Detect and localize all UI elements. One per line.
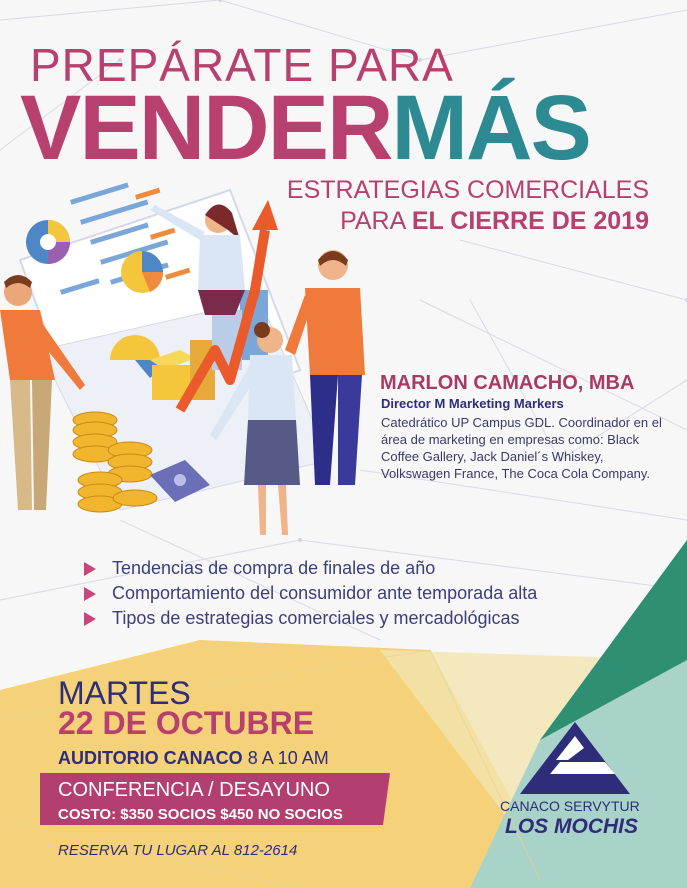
triangle-bullet-icon [84,562,96,576]
list-item [84,556,537,581]
pie-chart-icon [121,251,163,293]
triangle-bullet-icon [84,587,96,601]
topics-list [84,556,537,631]
event-type: CONFERENCIA / DESAYUNO [58,779,330,801]
speaker-role: Director M Marketing Markers [381,396,564,411]
venue-name: AUDITORIO CANACO [58,748,243,768]
topic-text: Tipos de estrategias comerciales y mercadológicas [112,608,520,628]
title-line1: PREPÁRATE PARA [30,39,454,91]
event-venue [58,748,329,769]
canaco-logo-icon [520,722,630,794]
event-day: MARTES [58,675,191,711]
reserve-phone: RESERVA TU LUGAR AL 812-2614 [58,842,298,859]
organizer-name: CANACO SERVYTUR [500,798,640,814]
title-main [20,77,590,179]
organizer-city: LOS MOCHIS [505,815,639,838]
business-illustration [0,180,380,550]
triangle-bullet-icon [84,612,96,626]
speaker-name: MARLON CAMACHO, MBA [380,372,635,394]
pie-chart-icon [26,220,70,264]
event-cost: COSTO: $350 SOCIOS $450 NO SOCIOS [58,806,343,823]
subtitle-line2 [340,207,649,236]
event-time: 8 A 10 AM [247,748,329,768]
subtitle-line2-b: EL CIERRE DE 2019 [411,207,649,235]
topic-text: Tendencias de compra de finales de año [112,558,436,578]
list-item [84,606,537,631]
title-vender: VENDER [20,77,392,179]
list-item [84,581,537,606]
speaker-bio: Catedrático UP Campus GDL. Coordinador en el área de marketing en empresas como: Black Coffee Gallery, Jack Daniel´s Whiskey, Volkswagen France, The Coca Cola Company. [381,415,662,481]
subtitle-line2-a: PARA [340,207,412,235]
event-date: 22 DE OCTUBRE [58,705,315,741]
title-mas: MÁS [391,77,590,179]
subtitle-line1: ESTRATEGIAS COMERCIALES [286,176,649,204]
topic-text: Comportamiento del consumidor ante temporada alta [112,583,538,603]
